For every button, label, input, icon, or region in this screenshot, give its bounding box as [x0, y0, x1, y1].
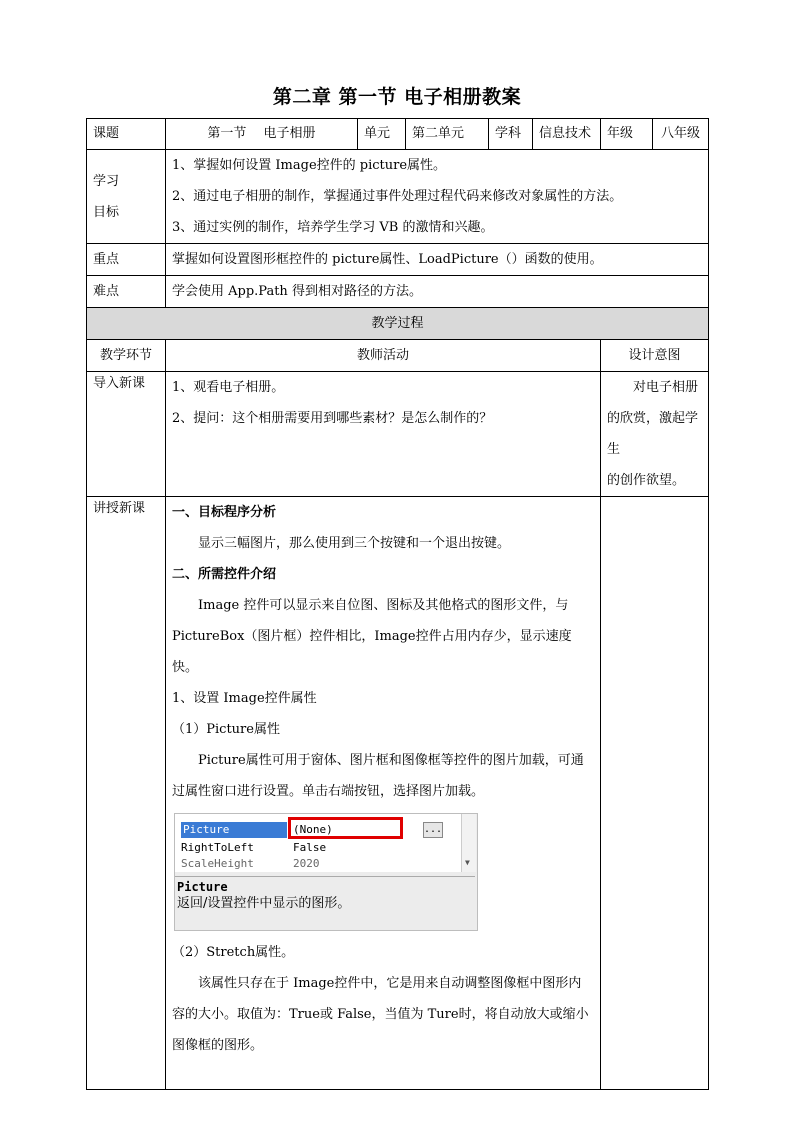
intro-row — [87, 372, 709, 497]
scroll-down-arrow-icon: ▼ — [465, 858, 470, 868]
lecture-content — [166, 497, 601, 1090]
property-value: False — [293, 841, 327, 854]
unit-label: 单元 — [358, 119, 406, 150]
lecture-stage: 讲授新课 — [87, 497, 166, 1090]
paragraph: Image 控件可以显示来自位图、图标及其他格式的图形文件，与 PictureBox（图片框）控件相比，Image控件占用内存少，显示速度快。 — [172, 598, 572, 675]
intro-content — [166, 372, 601, 497]
paragraph: Picture属性可用于窗体、图片框和图像框等控件的图片加载，可通过属性窗口进行设置。单击右端按钮，选择图片加载。 — [172, 753, 584, 799]
property-value: 2020 — [293, 857, 320, 870]
properties-window-screenshot — [174, 813, 478, 931]
difficulty-text: 学会使用 App.Path 得到相对路径的方法。 — [166, 276, 709, 308]
subsection-heading: （1）Picture属性 — [172, 722, 280, 737]
section-heading: 一、目标程序分析 — [172, 505, 277, 520]
intro-item: 2、提问：这个相册需要用到哪些素材？是怎么制作的？ — [172, 411, 493, 426]
property-name: ScaleHeight — [181, 857, 254, 870]
goals-row — [87, 150, 709, 244]
browse-button: ... — [423, 822, 443, 838]
intro-stage: 导入新课 — [87, 372, 166, 497]
intro-design-line: 的欣赏，激起学生 — [607, 411, 699, 457]
property-name-selected: Picture — [181, 822, 287, 838]
goals-label-line: 学习 — [93, 173, 120, 189]
scrollbar — [461, 814, 476, 872]
property-name: RightToLeft — [181, 841, 254, 854]
design-column-header: 设计意图 — [601, 340, 709, 372]
paragraph: 该属性只存在于 Image控件中，它是用来自动调整图像框中图形内容的大小。取值为：True或 False，当值为 Ture时，将自动放大或缩小图像框的图形。 — [172, 976, 589, 1053]
goal-item: 2、通过电子相册的制作，掌握通过事件处理过程代码来修改对象属性的方法。 — [172, 189, 623, 204]
lecture-design — [601, 497, 709, 1090]
unit-value: 第二单元 — [406, 119, 489, 150]
column-header-row — [87, 340, 709, 372]
intro-item: 1、观看电子相册。 — [172, 380, 285, 395]
property-grid — [175, 814, 461, 872]
goal-item: 1、掌握如何设置 Image控件的 picture属性。 — [172, 158, 447, 173]
subject-label: 学科 — [489, 119, 533, 150]
section-heading: 二、所需控件介绍 — [172, 567, 277, 582]
teacher-column-header: 教师活动 — [166, 340, 601, 372]
difficulty-label: 难点 — [87, 276, 166, 308]
stage-column-header: 教学环节 — [87, 340, 166, 372]
goal-item: 3、通过实例的制作，培养学生学习 VB 的激情和兴趣。 — [172, 220, 494, 235]
description-text: 返回/设置控件中显示的图形。 — [177, 896, 351, 911]
intro-design — [601, 372, 709, 497]
grade-value: 八年级 — [653, 119, 709, 150]
difficulty-row — [87, 276, 709, 308]
highlight-box — [288, 817, 403, 839]
subsection-heading: （2）Stretch属性。 — [172, 945, 295, 960]
lecture-row — [87, 497, 709, 1090]
process-header-row — [87, 308, 709, 340]
goals-label — [87, 150, 166, 244]
paragraph: 显示三幅图片，那么使用到三个按键和一个退出按键。 — [198, 536, 511, 551]
grade-label: 年级 — [601, 119, 653, 150]
process-header: 教学过程 — [87, 308, 709, 340]
header-row — [87, 119, 709, 150]
key-point-label: 重点 — [87, 244, 166, 276]
goals-label-line: 目标 — [93, 204, 120, 220]
lesson-plan-table — [86, 118, 709, 1090]
page-title: 第二章 第一节 电子相册教案 — [272, 86, 522, 108]
property-value: (None) — [293, 823, 333, 836]
key-point-text: 掌握如何设置图形框控件的 picture属性、LoadPicture（）函数的使用。 — [166, 244, 709, 276]
topic-label: 课题 — [87, 119, 166, 150]
subsection-heading: 1、设置 Image控件属性 — [172, 691, 317, 706]
topic-value: 第一节 电子相册 — [166, 119, 358, 150]
intro-design-line: 的创作欲望。 — [607, 473, 686, 488]
subject-value: 信息技术 — [533, 119, 601, 150]
divider — [175, 876, 475, 877]
intro-design-line: 对电子相册 — [633, 380, 699, 395]
description-title: Picture — [177, 880, 228, 894]
key-point-row — [87, 244, 709, 276]
goals-content — [166, 150, 709, 244]
